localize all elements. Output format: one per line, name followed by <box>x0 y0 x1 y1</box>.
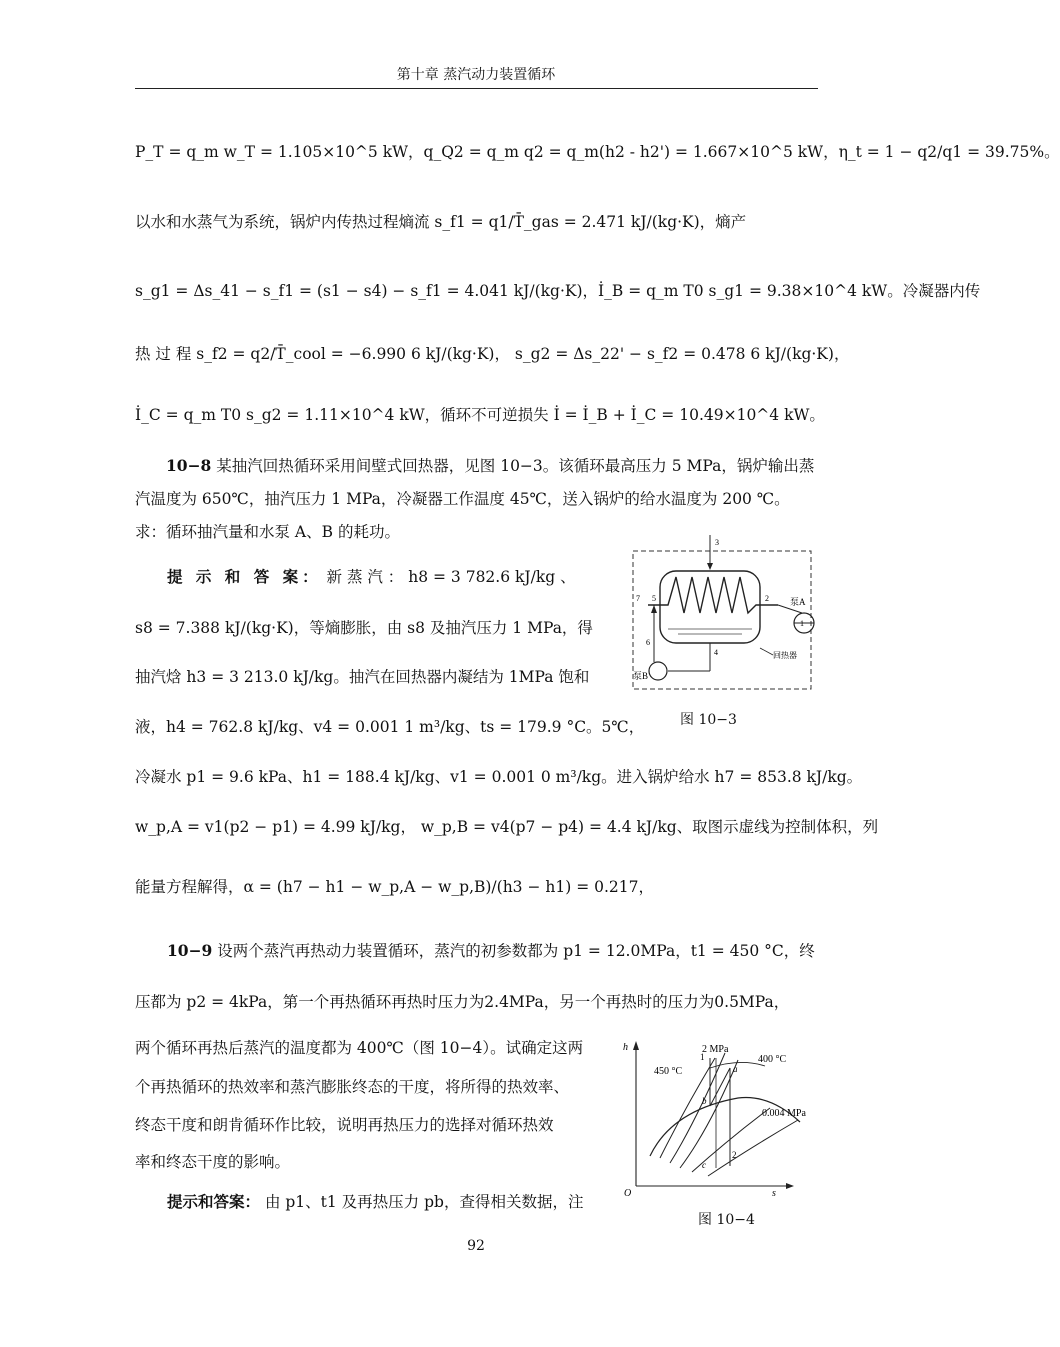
heat-exchanger-coil <box>648 577 778 613</box>
problem-10-9-line-1 <box>167 941 815 961</box>
hint-line-2: s8 = 7.388 kJ/(kg·K)，等熵膨胀，由 s8 及抽汽压力 1 MPa，得 <box>135 619 593 637</box>
label-origin: O <box>624 1188 632 1199</box>
label-3: 3 <box>715 538 719 547</box>
problem-10-9-line-5: 终态干度和朗肯循环作比较，说明再热压力的选择对循环热效 <box>135 1116 554 1134</box>
label-5: 5 <box>652 594 656 603</box>
figure-10-3-caption: 图 10−3 <box>680 712 737 728</box>
problem-number: 10−9 <box>167 941 213 960</box>
label-0004mpa: 0.004 MPa <box>762 1108 806 1119</box>
label-point-a: a <box>733 1064 738 1074</box>
hint-line-5: 冷凝水 p1 = 9.6 kPa、h1 = 188.4 kJ/kg、v1 = 0.001 0 m³/kg。进入锅炉给水 h7 = 853.8 kJ/kg。 <box>135 768 863 786</box>
hint-label: 提示和答案： <box>167 1192 261 1211</box>
hint-line-6: w_p,A = v1(p2 − p1) = 4.99 kJ/kg， w_p,B = v4(p7 − p4) = 4.4 kJ/kg、取图示虚线为控制体积，列 <box>135 818 879 836</box>
label-pump-b: 泵B <box>633 671 649 681</box>
label-h: h <box>623 1042 628 1053</box>
label-pump-a: 泵A <box>790 597 806 607</box>
hint-line-3: 抽汽焓 h3 = 3 213.0 kJ/kg。抽汽在回热器内凝结为 1MPa 饱和 <box>135 668 590 686</box>
chapter-header: 第十章 蒸汽动力装置循环 <box>396 67 556 83</box>
label-4: 4 <box>714 648 718 657</box>
equation-line-3: s_g1 = Δs_41 − s_f1 = (s1 − s4) − s_f1 = 4.041 kJ/(kg·K)，İ_B = q_m T0 s_g1 = 9.38×10^4 kW。冷凝器内传 <box>135 282 981 300</box>
problem-text: 设两个蒸汽再热动力装置循环，蒸汽的初参数都为 p1 = 12.0MPa，t1 = 450 °C，终 <box>217 942 815 960</box>
label-regenerator: 回热器 <box>773 651 797 660</box>
label-450c: 450 °C <box>654 1066 683 1077</box>
label-1: 1 <box>800 619 804 628</box>
header-rule <box>135 88 818 89</box>
label-2: 2 <box>765 594 769 603</box>
figure-10-3-diagram <box>628 533 818 693</box>
hint-text: 由 p1、t1 及再热压力 pb，查得相关数据，注 <box>264 1193 584 1211</box>
label-point-c: c <box>702 1160 706 1170</box>
problem-10-9-line-2: 压都为 p2 = 4kPa，第一个再热循环再热时压力为2.4MPa，另一个再热时的压力为0.5MPa， <box>135 993 790 1011</box>
label-point-2: 2 <box>732 1150 737 1160</box>
hint-line-7: 能量方程解得，α = (h7 − h1 − w_p,A − w_p,B)/(h3 − h1) = 0.217， <box>135 878 654 896</box>
hint-line-1 <box>167 567 576 587</box>
problem-10-9-hint <box>167 1192 583 1212</box>
label-point-b: b <box>702 1096 707 1106</box>
problem-10-9-line-4: 个再热循环的热效率和蒸汽膨胀终态的干度，将所得的热效率、 <box>135 1078 570 1096</box>
label-7: 7 <box>636 594 640 603</box>
label-400c: 400 °C <box>758 1054 787 1065</box>
problem-10-9-line-3: 两个循环再热后蒸汽的温度都为 400℃（图 10−4）。试确定这两 <box>135 1039 584 1057</box>
problem-10-9-line-6: 率和终态干度的影响。 <box>135 1153 291 1171</box>
hint-label: 提 示 和 答 案： <box>167 567 322 586</box>
page-number: 92 <box>467 1238 485 1254</box>
equation-line-2: 以水和水蒸气为系统，锅炉内传热过程熵流 s_f1 = q1/T̄_gas = 2.471 kJ/(kg·K)，熵产 <box>135 213 747 231</box>
label-2mpa: 2 MPa <box>702 1044 729 1055</box>
saturation-curve <box>650 1098 800 1157</box>
hint-line-4: 液，h4 = 762.8 kJ/kg、v4 = 0.001 1 m³/kg、ts = 179.9 °C。5℃， <box>135 718 645 736</box>
figure-10-4-caption: 图 10−4 <box>698 1212 755 1228</box>
problem-number: 10−8 <box>166 456 212 475</box>
figure-10-4-diagram <box>620 1038 818 1198</box>
equation-line-4: 热 过 程 s_f2 = q2/T̄_cool = −6.990 6 kJ/(kg·K)， s_g2 = Δs_22' − s_f2 = 0.478 6 kJ/(kg·K)， <box>135 345 850 363</box>
equation-line-5: İ_C = q_m T0 s_g2 = 1.11×10^4 kW，循环不可逆损失 İ = İ_B + İ_C = 10.49×10^4 kW。 <box>135 406 825 424</box>
hint-text: 新 蒸 汽 ： h8 = 3 782.6 kJ/kg 、 <box>326 568 576 586</box>
pump-b-symbol <box>649 662 667 680</box>
label-s: s <box>772 1188 776 1199</box>
equation-line-1: P_T = q_m w_T = 1.105×10^5 kW，q_Q2 = q_m q2 = q_m(h2 - h2') = 1.667×10^5 kW，η_t = 1 − q2/q1 = 39.75%。 <box>135 143 1060 161</box>
label-6: 6 <box>646 638 650 647</box>
label-point-1: 1 <box>700 1052 705 1062</box>
problem-text: 某抽汽回热循环采用间壁式回热器，见图 10−3。该循环最高压力 5 MPa，锅炉输出蒸汽温度为 650℃，抽汽压力 1 MPa，冷凝器工作温度 45℃，送入锅炉的给水温度为 200 ℃。求：循环抽汽量和水泵 A、B 的耗功。 <box>135 457 815 541</box>
